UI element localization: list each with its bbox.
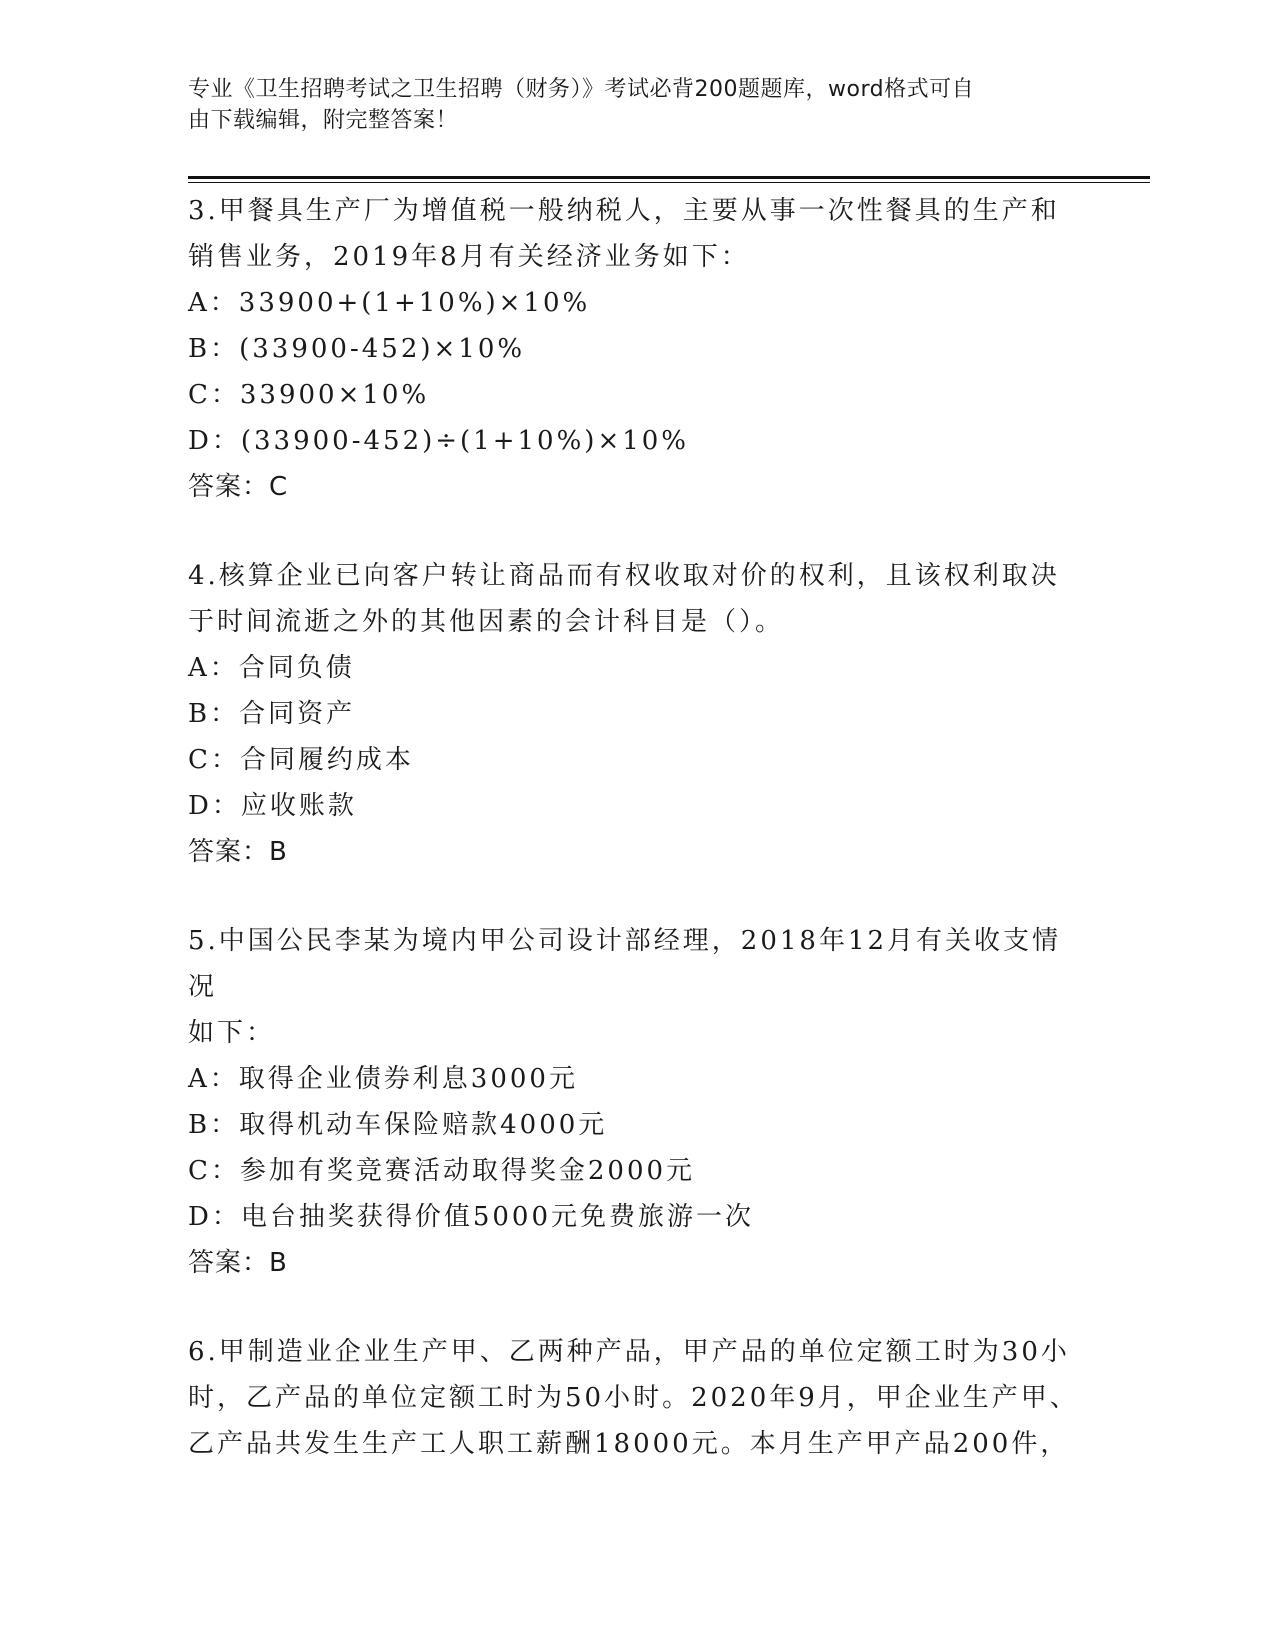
- header-line-1: 专业《卫生招聘考试之卫生招聘（财务）》考试必背200题题库，word格式可自: [188, 77, 975, 102]
- option-c: C：参加有奖竞赛活动取得奖金2000元: [188, 1156, 696, 1186]
- question-3: [188, 188, 1088, 510]
- option-d: D：(33900-452)÷(1+10%)×10%: [188, 426, 690, 456]
- document-header: [188, 74, 1068, 136]
- header-divider-thick: [188, 176, 1150, 179]
- question-stem-line: 6.甲制造业企业生产甲、乙两种产品，甲产品的单位定额工时为30小: [188, 1337, 1070, 1367]
- header-line-2: 由下载编辑，附完整答案！: [188, 108, 459, 133]
- option-b: B：合同资产: [188, 699, 356, 729]
- option-a: A：33900+(1+10%)×10%: [188, 288, 591, 318]
- question-stem-line: 乙产品共发生生产工人职工薪酬18000元。本月生产甲产品200件，: [188, 1429, 1070, 1459]
- header-divider-thin: [188, 182, 1150, 183]
- question-stem-line: 时，乙产品的单位定额工时为50小时。2020年9月，甲企业生产甲、: [188, 1383, 1079, 1413]
- question-stem-line: 4.核算企业已向客户转让商品而有权收取对价的权利，且该权利取决: [188, 561, 1060, 591]
- question-stem-line: 于时间流逝之外的其他因素的会计科目是（）。: [188, 607, 785, 637]
- question-list: [188, 188, 1088, 1510]
- option-b: B：取得机动车保险赔款4000元: [188, 1110, 608, 1140]
- question-stem-line: 销售业务，2019年8月有关经济业务如下：: [188, 242, 750, 272]
- option-c: C：合同履约成本: [188, 745, 414, 775]
- answer-label: 答案：C: [188, 472, 289, 502]
- answer-label: 答案：B: [188, 1248, 288, 1278]
- option-d: D：电台抽奖获得价值5000元免费旅游一次: [188, 1202, 755, 1232]
- question-stem-line: 3.甲餐具生产厂为增值税一般纳税人，主要从事一次性餐具的生产和: [188, 196, 1060, 226]
- option-d: D：应收账款: [188, 791, 357, 821]
- question-stem-line: 如下：: [188, 1018, 276, 1048]
- option-a: A：取得企业债券利息3000元: [188, 1064, 578, 1094]
- question-4: [188, 553, 1088, 875]
- option-b: B：(33900-452)×10%: [188, 334, 526, 364]
- question-6: [188, 1329, 1088, 1467]
- option-c: C：33900×10%: [188, 380, 430, 410]
- answer-label: 答案：B: [188, 837, 288, 867]
- option-a: A：合同负债: [188, 653, 355, 683]
- question-5: [188, 918, 1088, 1286]
- question-stem-line: 5.中国公民李某为境内甲公司设计部经理，2018年12月有关收支情况: [188, 926, 1062, 1002]
